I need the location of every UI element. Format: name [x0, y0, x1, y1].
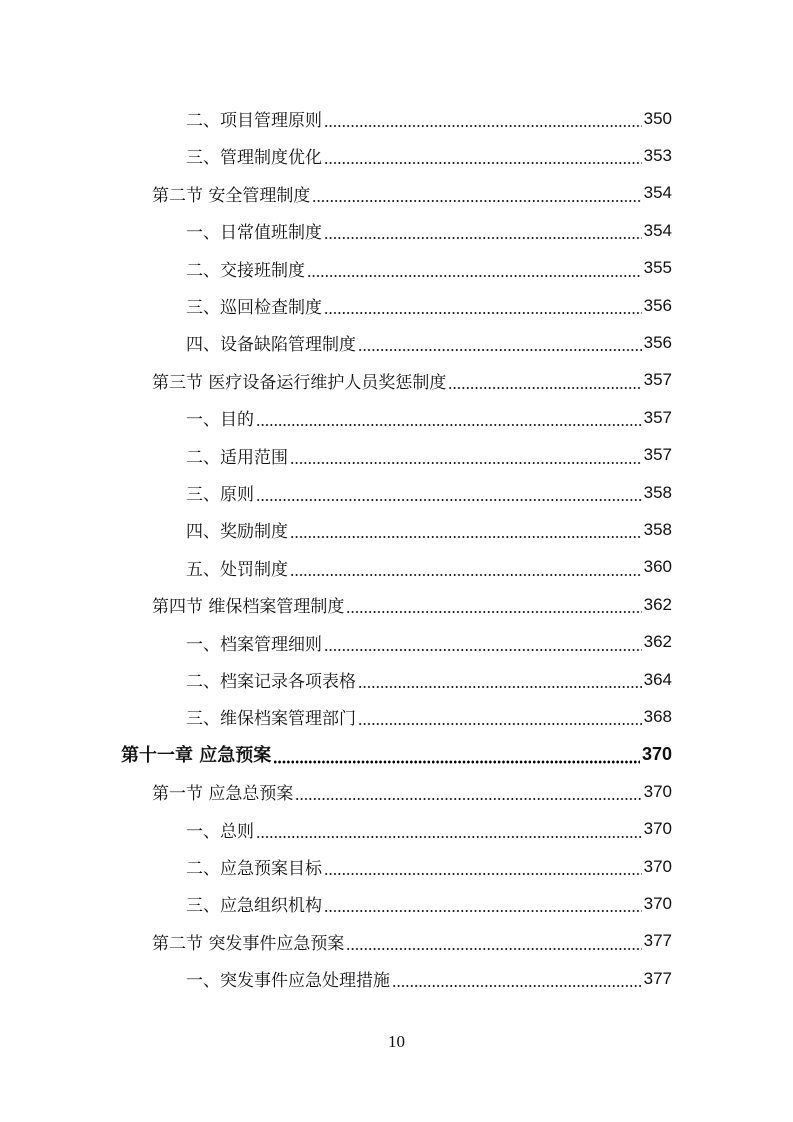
toc-section[interactable] — [152, 362, 672, 399]
toc-entry-page: 353 — [643, 145, 672, 165]
dot-leader — [358, 334, 642, 352]
toc-item[interactable] — [186, 960, 672, 997]
toc-entry-title: 第二节 突发事件应急预案 — [152, 933, 345, 954]
toc-entry-title: 三、应急组织机构 — [186, 896, 322, 917]
toc-entry-page: 360 — [643, 557, 672, 577]
dot-leader — [346, 933, 641, 951]
toc-section[interactable] — [152, 773, 672, 810]
dot-leader — [358, 708, 642, 726]
toc-entry-title: 二、应急预案目标 — [186, 859, 322, 879]
toc-entry-title: 一、目的 — [186, 410, 254, 431]
toc-entry-title: 四、设备缺陷管理制度 — [186, 335, 356, 356]
toc-item[interactable] — [186, 698, 672, 735]
toc-entry-title: 一、总则 — [186, 821, 254, 842]
toc-entry-title: 四、奖励制度 — [186, 522, 288, 543]
toc-entry-page: 356 — [643, 295, 672, 315]
dot-leader — [448, 372, 641, 390]
dot-leader — [290, 559, 642, 577]
toc-entry-page: 370 — [643, 856, 672, 876]
toc-entry-page: 377 — [643, 968, 672, 988]
dot-leader — [324, 110, 642, 128]
toc-entry-title: 第十一章 应急预案 — [121, 745, 272, 767]
toc-entry-page: 354 — [643, 183, 672, 203]
toc-item[interactable] — [186, 661, 672, 698]
toc-item[interactable] — [186, 100, 672, 137]
dot-leader — [346, 596, 641, 614]
toc-entry-page: 356 — [643, 332, 672, 352]
toc-entry-title: 第三节 医疗设备运行维护人员奖惩制度 — [152, 372, 447, 393]
toc-item[interactable] — [186, 250, 672, 287]
toc-entry-title: 二、交接班制度 — [186, 260, 305, 281]
toc-entry-title: 二、适用范围 — [186, 447, 288, 468]
dot-leader — [312, 185, 641, 203]
toc-item[interactable] — [186, 474, 672, 511]
toc-entry-title: 一、日常值班制度 — [186, 223, 322, 244]
dot-leader — [324, 858, 642, 876]
toc-item[interactable] — [186, 324, 672, 361]
toc-entry-page: 357 — [643, 407, 672, 427]
toc-entry-title: 三、原则 — [186, 485, 254, 505]
toc-entry-title: 第四节 维保档案管理制度 — [152, 597, 345, 618]
dot-leader — [256, 484, 642, 502]
toc-entry-page: 377 — [643, 931, 672, 951]
toc-entry-page: 370 — [643, 781, 672, 801]
toc-entry-title: 二、项目管理原则 — [186, 111, 322, 131]
toc-item[interactable] — [186, 137, 672, 174]
dot-leader — [256, 821, 642, 839]
toc-entry-page: 354 — [643, 220, 672, 240]
toc-entry-page: 370 — [643, 819, 672, 839]
toc-entry-title: 五、处罚制度 — [186, 559, 288, 580]
dot-leader — [290, 447, 642, 465]
toc-entry-page: 350 — [643, 108, 672, 128]
toc-section[interactable] — [152, 586, 672, 623]
toc-entry-title: 三、管理制度优化 — [186, 148, 322, 169]
toc-entry-page: 358 — [643, 519, 672, 539]
toc-item[interactable] — [186, 624, 672, 661]
dot-leader — [273, 746, 640, 764]
dot-leader — [324, 147, 642, 165]
toc-entry-title: 三、巡回检查制度 — [186, 298, 322, 318]
dot-leader — [307, 260, 642, 278]
toc-entry-page: 357 — [643, 370, 672, 390]
toc-entry-page: 368 — [643, 706, 672, 726]
toc-section[interactable] — [152, 175, 672, 212]
toc-entry-title: 一、突发事件应急处理措施 — [186, 971, 390, 992]
toc-item[interactable] — [186, 511, 672, 548]
dot-leader — [358, 671, 642, 689]
page-number: 10 — [388, 1032, 405, 1051]
toc-item[interactable] — [186, 811, 672, 848]
dot-leader — [324, 297, 642, 315]
dot-leader — [256, 409, 642, 427]
dot-leader — [295, 783, 641, 801]
toc-item[interactable] — [186, 287, 672, 324]
toc-entry-page: 357 — [643, 445, 672, 465]
toc-entry-title: 二、档案记录各项表格 — [186, 672, 356, 692]
toc-item[interactable] — [186, 848, 672, 885]
toc-entry-page: 358 — [643, 482, 672, 502]
toc-entry-page: 362 — [643, 632, 672, 652]
toc-item[interactable] — [186, 549, 672, 586]
toc-item[interactable] — [186, 885, 672, 922]
toc-entry-title: 三、维保档案管理部门 — [186, 709, 356, 730]
toc-entry-page: 355 — [643, 258, 672, 278]
toc-entry-title: 第二节 安全管理制度 — [152, 185, 311, 206]
dot-leader — [324, 634, 642, 652]
toc-entry-page: 370 — [641, 743, 672, 764]
dot-leader — [392, 970, 642, 988]
toc-section[interactable] — [152, 923, 672, 960]
toc-entry-page: 370 — [643, 893, 672, 913]
toc-chapter[interactable] — [121, 736, 672, 773]
toc-entry-title: 一、档案管理细则 — [186, 634, 322, 655]
toc-item[interactable] — [186, 212, 672, 249]
toc-item[interactable] — [186, 399, 672, 436]
toc-entry-page: 362 — [643, 594, 672, 614]
dot-leader — [324, 895, 642, 913]
toc-entry-title: 第一节 应急总预案 — [152, 784, 294, 805]
dot-leader — [290, 521, 642, 539]
toc-entry-page: 364 — [643, 669, 672, 689]
toc-item[interactable] — [186, 437, 672, 474]
dot-leader — [324, 222, 642, 240]
